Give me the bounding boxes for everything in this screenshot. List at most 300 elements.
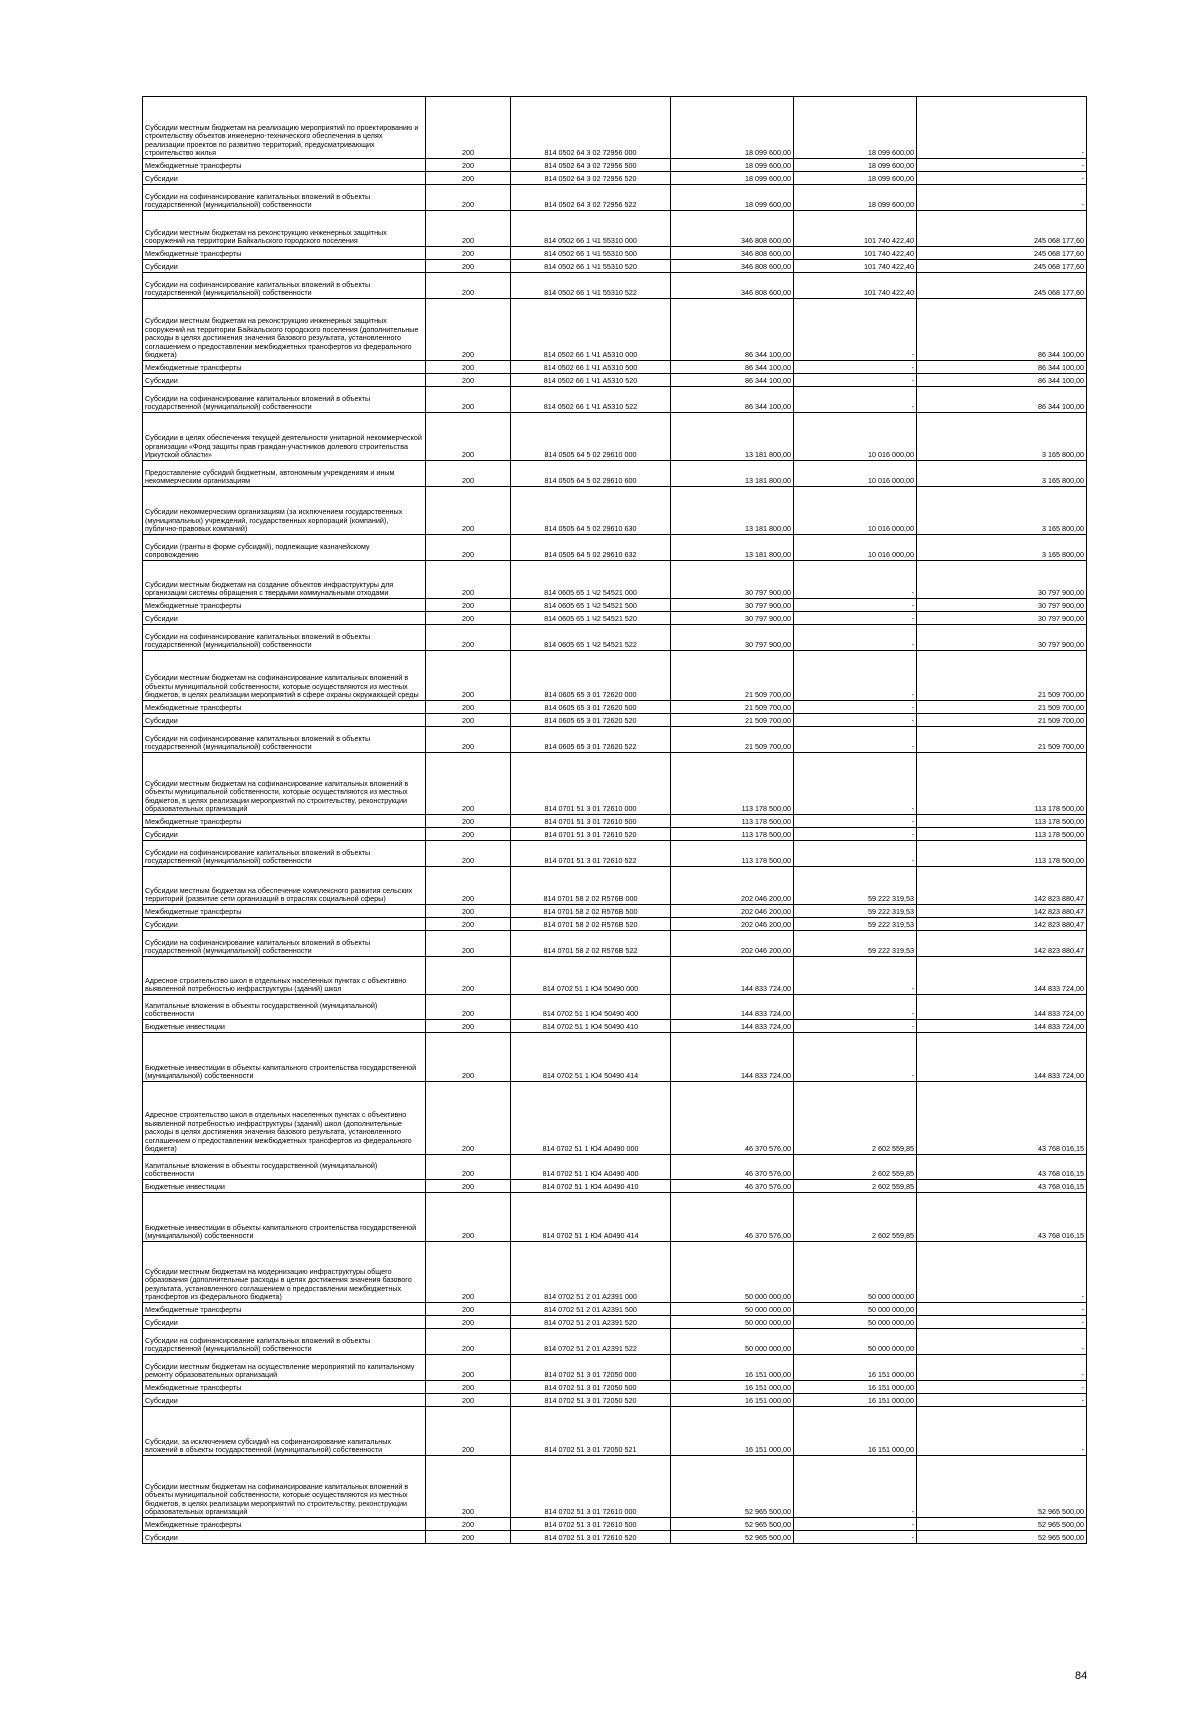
row-name-cell: Субсидии местным бюджетам на софинансирование капитальных вложений в объекты муниципальной собственности, которые осуществляются из местных бюджетов, в целях реализации мероприятий в сфере охраны окружающей среды <box>143 651 426 701</box>
row-kbk-cell: 814 0605 65 1 Ч2 54521 000 <box>511 561 671 599</box>
row-executed-amount-cell: - <box>794 1033 917 1082</box>
row-plan-amount-cell: 346 808 600,00 <box>671 273 794 299</box>
row-code-cell: 200 <box>426 299 511 361</box>
row-plan-amount-cell: 13 181 800,00 <box>671 535 794 561</box>
row-code-cell: 200 <box>426 159 511 172</box>
row-remaining-amount-cell: 3 165 800,00 <box>917 413 1087 461</box>
row-kbk-cell: 814 0702 51 3 01 72610 000 <box>511 1456 671 1518</box>
row-executed-amount-cell: 101 740 422,40 <box>794 247 917 260</box>
row-plan-amount-cell: 21 509 700,00 <box>671 727 794 753</box>
row-name-cell: Субсидии <box>143 828 426 841</box>
row-executed-amount-cell: 16 151 000,00 <box>794 1381 917 1394</box>
row-code-cell: 200 <box>426 387 511 413</box>
row-kbk-cell: 814 0605 65 1 Ч2 54521 520 <box>511 612 671 625</box>
row-executed-amount-cell: - <box>794 387 917 413</box>
row-plan-amount-cell: 13 181 800,00 <box>671 413 794 461</box>
table-row <box>143 753 1087 815</box>
table-row <box>143 461 1087 487</box>
table-row <box>143 1407 1087 1456</box>
row-code-cell: 200 <box>426 701 511 714</box>
row-name-cell: Межбюджетные трансферты <box>143 1381 426 1394</box>
row-code-cell: 200 <box>426 413 511 461</box>
table-row <box>143 1020 1087 1033</box>
row-name-cell: Субсидии на софинансирование капитальных вложений в объекты государственной (муниципальной) собственности <box>143 185 426 211</box>
row-executed-amount-cell: - <box>794 1518 917 1531</box>
row-name-cell: Адресное строительство школ в отдельных населенных пунктах с объективно выявленной потребностью инфраструктуры (зданий) школ (дополнительные расходы в целях достижения значения базового результата, установленного соглашением о предоставлении межбюджетных трансфертов из федерального бюджета) <box>143 1082 426 1155</box>
row-executed-amount-cell: 18 099 600,00 <box>794 159 917 172</box>
row-executed-amount-cell: - <box>794 841 917 867</box>
row-executed-amount-cell: 18 099 600,00 <box>794 185 917 211</box>
row-remaining-amount-cell: 21 509 700,00 <box>917 701 1087 714</box>
row-remaining-amount-cell: - <box>917 1303 1087 1316</box>
row-executed-amount-cell: 101 740 422,40 <box>794 273 917 299</box>
row-code-cell: 200 <box>426 753 511 815</box>
row-name-cell: Межбюджетные трансферты <box>143 247 426 260</box>
row-plan-amount-cell: 30 797 900,00 <box>671 625 794 651</box>
row-executed-amount-cell: 59 222 319,53 <box>794 918 917 931</box>
row-name-cell: Субсидии <box>143 714 426 727</box>
row-code-cell: 200 <box>426 535 511 561</box>
row-plan-amount-cell: 202 046 200,00 <box>671 931 794 957</box>
row-name-cell: Межбюджетные трансферты <box>143 599 426 612</box>
table-row <box>143 374 1087 387</box>
table-row <box>143 1381 1087 1394</box>
row-remaining-amount-cell: 142 823 880,47 <box>917 867 1087 905</box>
row-executed-amount-cell: - <box>794 727 917 753</box>
table-row <box>143 185 1087 211</box>
row-code-cell: 200 <box>426 1303 511 1316</box>
row-plan-amount-cell: 86 344 100,00 <box>671 361 794 374</box>
row-name-cell: Межбюджетные трансферты <box>143 361 426 374</box>
row-plan-amount-cell: 202 046 200,00 <box>671 905 794 918</box>
row-remaining-amount-cell: - <box>917 172 1087 185</box>
row-code-cell: 200 <box>426 374 511 387</box>
row-plan-amount-cell: 52 965 500,00 <box>671 1456 794 1518</box>
row-plan-amount-cell: 50 000 000,00 <box>671 1329 794 1355</box>
row-name-cell: Субсидии местным бюджетам на реконструкцию инженерных защитных сооружений на территории Байкальского городского поселения <box>143 211 426 247</box>
row-plan-amount-cell: 13 181 800,00 <box>671 461 794 487</box>
table-row <box>143 714 1087 727</box>
table-row <box>143 1180 1087 1193</box>
row-kbk-cell: 814 0605 65 3 01 72620 500 <box>511 701 671 714</box>
row-executed-amount-cell: 2 602 559,85 <box>794 1193 917 1242</box>
row-remaining-amount-cell: - <box>917 1242 1087 1303</box>
row-name-cell: Субсидии <box>143 918 426 931</box>
row-plan-amount-cell: 202 046 200,00 <box>671 867 794 905</box>
row-remaining-amount-cell: 52 965 500,00 <box>917 1456 1087 1518</box>
row-name-cell: Капитальные вложения в объекты государственной (муниципальной) собственности <box>143 1155 426 1180</box>
row-plan-amount-cell: 113 178 500,00 <box>671 753 794 815</box>
row-remaining-amount-cell: 113 178 500,00 <box>917 828 1087 841</box>
table-body <box>143 97 1087 1544</box>
table-row <box>143 651 1087 701</box>
row-executed-amount-cell: 2 602 559,85 <box>794 1180 917 1193</box>
row-kbk-cell: 814 0702 51 1 Ю4 50490 000 <box>511 957 671 995</box>
row-kbk-cell: 814 0702 51 1 Ю4 А0490 000 <box>511 1082 671 1155</box>
table-row <box>143 1456 1087 1518</box>
row-remaining-amount-cell: - <box>917 185 1087 211</box>
row-name-cell: Субсидии на софинансирование капитальных вложений в объекты государственной (муниципальной) собственности <box>143 387 426 413</box>
row-remaining-amount-cell: 21 509 700,00 <box>917 714 1087 727</box>
row-remaining-amount-cell: - <box>917 1394 1087 1407</box>
row-executed-amount-cell: 50 000 000,00 <box>794 1329 917 1355</box>
row-executed-amount-cell: - <box>794 1020 917 1033</box>
row-kbk-cell: 814 0702 51 2 01 А2391 522 <box>511 1329 671 1355</box>
row-plan-amount-cell: 46 370 576,00 <box>671 1082 794 1155</box>
row-plan-amount-cell: 346 808 600,00 <box>671 247 794 260</box>
row-kbk-cell: 814 0605 65 3 01 72620 522 <box>511 727 671 753</box>
row-kbk-cell: 814 0605 65 3 01 72620 520 <box>511 714 671 727</box>
table-row <box>143 159 1087 172</box>
row-kbk-cell: 814 0502 64 3 02 72956 522 <box>511 185 671 211</box>
row-code-cell: 200 <box>426 1355 511 1381</box>
row-code-cell: 200 <box>426 651 511 701</box>
row-name-cell: Субсидии <box>143 1316 426 1329</box>
row-kbk-cell: 814 0702 51 1 Ю4 А0490 400 <box>511 1155 671 1180</box>
row-code-cell: 200 <box>426 361 511 374</box>
row-code-cell: 200 <box>426 599 511 612</box>
row-executed-amount-cell: - <box>794 299 917 361</box>
row-name-cell: Субсидии <box>143 1394 426 1407</box>
row-executed-amount-cell: 101 740 422,40 <box>794 260 917 273</box>
row-code-cell: 200 <box>426 97 511 159</box>
row-plan-amount-cell: 50 000 000,00 <box>671 1303 794 1316</box>
row-executed-amount-cell: 18 099 600,00 <box>794 172 917 185</box>
table-row <box>143 561 1087 599</box>
row-plan-amount-cell: 18 099 600,00 <box>671 185 794 211</box>
row-executed-amount-cell: 50 000 000,00 <box>794 1303 917 1316</box>
row-name-cell: Субсидии местным бюджетам на модернизацию инфраструктуры общего образования (дополнительные расходы в целях достижения значения базового результата, установленного соглашением о предоставлении межбюджетных трансфертов из федерального бюджета) <box>143 1242 426 1303</box>
row-remaining-amount-cell: 52 965 500,00 <box>917 1518 1087 1531</box>
table-row <box>143 1082 1087 1155</box>
row-kbk-cell: 814 0702 51 3 01 72050 500 <box>511 1381 671 1394</box>
row-remaining-amount-cell: 144 833 724,00 <box>917 1020 1087 1033</box>
row-name-cell: Субсидии местным бюджетам на реализацию мероприятий по проектированию и строительству объектов инженерно-технического обеспечения в целях реализации проектов по развитию территорий, предусматривающих строительство жилья <box>143 97 426 159</box>
row-kbk-cell: 814 0605 65 1 Ч2 54521 500 <box>511 599 671 612</box>
row-plan-amount-cell: 30 797 900,00 <box>671 612 794 625</box>
row-executed-amount-cell: 10 016 000,00 <box>794 413 917 461</box>
row-plan-amount-cell: 30 797 900,00 <box>671 561 794 599</box>
row-executed-amount-cell: - <box>794 828 917 841</box>
budget-table-page <box>142 96 1086 1544</box>
row-code-cell: 200 <box>426 247 511 260</box>
row-name-cell: Субсидии на софинансирование капитальных вложений в объекты государственной (муниципальной) собственности <box>143 625 426 651</box>
row-kbk-cell: 814 0701 58 2 02 R576B 520 <box>511 918 671 931</box>
row-kbk-cell: 814 0701 51 3 01 72610 522 <box>511 841 671 867</box>
row-kbk-cell: 814 0702 51 3 01 72050 000 <box>511 1355 671 1381</box>
row-name-cell: Бюджетные инвестиции <box>143 1020 426 1033</box>
row-code-cell: 200 <box>426 1456 511 1518</box>
table-row <box>143 815 1087 828</box>
row-executed-amount-cell: - <box>794 1456 917 1518</box>
row-executed-amount-cell: 59 222 319,53 <box>794 931 917 957</box>
row-executed-amount-cell: - <box>794 374 917 387</box>
row-remaining-amount-cell: 245 068 177,60 <box>917 273 1087 299</box>
table-row <box>143 487 1087 535</box>
table-row <box>143 727 1087 753</box>
row-remaining-amount-cell: 142 823 880,47 <box>917 918 1087 931</box>
row-kbk-cell: 814 0505 64 5 02 29610 632 <box>511 535 671 561</box>
row-executed-amount-cell: 18 099 600,00 <box>794 97 917 159</box>
table-row <box>143 841 1087 867</box>
table-row <box>143 931 1087 957</box>
row-plan-amount-cell: 86 344 100,00 <box>671 387 794 413</box>
row-code-cell: 200 <box>426 1033 511 1082</box>
row-plan-amount-cell: 16 151 000,00 <box>671 1394 794 1407</box>
row-plan-amount-cell: 346 808 600,00 <box>671 260 794 273</box>
row-name-cell: Межбюджетные трансферты <box>143 1303 426 1316</box>
row-code-cell: 200 <box>426 1193 511 1242</box>
row-plan-amount-cell: 16 151 000,00 <box>671 1381 794 1394</box>
row-remaining-amount-cell: 30 797 900,00 <box>917 625 1087 651</box>
row-code-cell: 200 <box>426 461 511 487</box>
row-executed-amount-cell: 2 602 559,85 <box>794 1082 917 1155</box>
row-remaining-amount-cell: - <box>917 159 1087 172</box>
row-plan-amount-cell: 18 099 600,00 <box>671 159 794 172</box>
row-executed-amount-cell: 50 000 000,00 <box>794 1316 917 1329</box>
row-name-cell: Субсидии <box>143 374 426 387</box>
row-executed-amount-cell: - <box>794 561 917 599</box>
table-row <box>143 1033 1087 1082</box>
row-kbk-cell: 814 0502 66 1 Ч1 А5310 520 <box>511 374 671 387</box>
row-executed-amount-cell: - <box>794 625 917 651</box>
row-name-cell: Субсидии (гранты в форме субсидий), подлежащие казначейскому сопровождению <box>143 535 426 561</box>
table-row <box>143 1329 1087 1355</box>
row-code-cell: 200 <box>426 918 511 931</box>
row-name-cell: Субсидии на софинансирование капитальных вложений в объекты государственной (муниципальной) собственности <box>143 727 426 753</box>
row-remaining-amount-cell: 52 965 500,00 <box>917 1531 1087 1544</box>
row-remaining-amount-cell: 142 823 880,47 <box>917 905 1087 918</box>
row-remaining-amount-cell: 3 165 800,00 <box>917 487 1087 535</box>
table-row <box>143 905 1087 918</box>
row-code-cell: 200 <box>426 487 511 535</box>
table-row <box>143 1242 1087 1303</box>
row-remaining-amount-cell: - <box>917 1355 1087 1381</box>
row-kbk-cell: 814 0702 51 1 Ю4 50490 400 <box>511 995 671 1020</box>
row-remaining-amount-cell: 142 823 880,47 <box>917 931 1087 957</box>
row-remaining-amount-cell: 144 833 724,00 <box>917 995 1087 1020</box>
row-kbk-cell: 814 0702 51 2 01 А2391 000 <box>511 1242 671 1303</box>
row-name-cell: Субсидии местным бюджетам на осуществление мероприятий по капитальному ремонту образовательных организаций <box>143 1355 426 1381</box>
row-plan-amount-cell: 86 344 100,00 <box>671 299 794 361</box>
row-kbk-cell: 814 0502 66 1 Ч1 55310 000 <box>511 211 671 247</box>
row-code-cell: 200 <box>426 625 511 651</box>
row-name-cell: Предоставление субсидий бюджетным, автономным учреждениям и иным некоммерческим организациям <box>143 461 426 487</box>
table-row <box>143 1531 1087 1544</box>
row-executed-amount-cell: 16 151 000,00 <box>794 1355 917 1381</box>
row-code-cell: 200 <box>426 727 511 753</box>
row-code-cell: 200 <box>426 1316 511 1329</box>
row-executed-amount-cell: - <box>794 651 917 701</box>
row-code-cell: 200 <box>426 273 511 299</box>
row-kbk-cell: 814 0502 66 1 Ч1 55310 522 <box>511 273 671 299</box>
row-code-cell: 200 <box>426 1155 511 1180</box>
row-code-cell: 200 <box>426 1531 511 1544</box>
row-remaining-amount-cell: 113 178 500,00 <box>917 815 1087 828</box>
row-name-cell: Субсидии местным бюджетам на софинансирование капитальных вложений в объекты муниципальной собственности, которые осуществляются из местных бюджетов, в целях реализации мероприятий по строительству, реконструкции образовательных организаций <box>143 753 426 815</box>
row-executed-amount-cell: 10 016 000,00 <box>794 487 917 535</box>
row-kbk-cell: 814 0702 51 1 Ю4 А0490 414 <box>511 1193 671 1242</box>
table-row <box>143 1518 1087 1531</box>
row-kbk-cell: 814 0505 64 5 02 29610 600 <box>511 461 671 487</box>
row-name-cell: Субсидии местным бюджетам на обеспечение комплексного развития сельских территорий (развитие сети организаций в отраслях социальной сферы) <box>143 867 426 905</box>
row-code-cell: 200 <box>426 995 511 1020</box>
row-name-cell: Межбюджетные трансферты <box>143 159 426 172</box>
row-plan-amount-cell: 13 181 800,00 <box>671 487 794 535</box>
row-kbk-cell: 814 0605 65 3 01 72620 000 <box>511 651 671 701</box>
row-name-cell: Межбюджетные трансферты <box>143 701 426 714</box>
row-plan-amount-cell: 21 509 700,00 <box>671 714 794 727</box>
row-name-cell: Субсидии <box>143 612 426 625</box>
row-executed-amount-cell: 16 151 000,00 <box>794 1407 917 1456</box>
row-code-cell: 200 <box>426 211 511 247</box>
row-name-cell: Субсидии на софинансирование капитальных вложений в объекты государственной (муниципальной) собственности <box>143 841 426 867</box>
row-plan-amount-cell: 113 178 500,00 <box>671 815 794 828</box>
table-row <box>143 97 1087 159</box>
row-code-cell: 200 <box>426 1082 511 1155</box>
table-row <box>143 612 1087 625</box>
row-name-cell: Субсидии <box>143 260 426 273</box>
row-executed-amount-cell: - <box>794 1531 917 1544</box>
row-plan-amount-cell: 113 178 500,00 <box>671 841 794 867</box>
row-kbk-cell: 814 0502 66 1 Ч1 А5310 522 <box>511 387 671 413</box>
table-row <box>143 1155 1087 1180</box>
row-name-cell: Субсидии некоммерческим организациям (за исключением государственных (муниципальных) учреждений, государственных корпораций (компаний), публично-правовых компаний) <box>143 487 426 535</box>
row-remaining-amount-cell: 43 768 016,15 <box>917 1180 1087 1193</box>
budget-execution-table <box>142 96 1087 1544</box>
row-kbk-cell: 814 0702 51 1 Ю4 А0490 410 <box>511 1180 671 1193</box>
row-executed-amount-cell: - <box>794 361 917 374</box>
table-row <box>143 299 1087 361</box>
row-kbk-cell: 814 0702 51 3 01 72610 500 <box>511 1518 671 1531</box>
row-executed-amount-cell: 50 000 000,00 <box>794 1242 917 1303</box>
row-plan-amount-cell: 144 833 724,00 <box>671 1020 794 1033</box>
table-row <box>143 625 1087 651</box>
row-name-cell: Субсидии местным бюджетам на софинансирование капитальных вложений в объекты муниципальной собственности, которые осуществляются из местных бюджетов, в целях реализации мероприятий по строительству, реконструкции образовательных организаций <box>143 1456 426 1518</box>
row-kbk-cell: 814 0502 64 3 02 72956 000 <box>511 97 671 159</box>
table-row <box>143 599 1087 612</box>
table-row <box>143 995 1087 1020</box>
row-name-cell: Бюджетные инвестиции в объекты капитального строительства государственной (муниципальной) собственности <box>143 1033 426 1082</box>
row-code-cell: 200 <box>426 841 511 867</box>
row-remaining-amount-cell: 30 797 900,00 <box>917 561 1087 599</box>
row-plan-amount-cell: 21 509 700,00 <box>671 701 794 714</box>
row-plan-amount-cell: 16 151 000,00 <box>671 1355 794 1381</box>
row-remaining-amount-cell: 86 344 100,00 <box>917 299 1087 361</box>
row-code-cell: 200 <box>426 1329 511 1355</box>
row-kbk-cell: 814 0702 51 3 01 72050 520 <box>511 1394 671 1407</box>
table-row <box>143 273 1087 299</box>
row-executed-amount-cell: 10 016 000,00 <box>794 535 917 561</box>
row-name-cell: Межбюджетные трансферты <box>143 815 426 828</box>
row-remaining-amount-cell: 21 509 700,00 <box>917 651 1087 701</box>
row-executed-amount-cell: - <box>794 714 917 727</box>
row-plan-amount-cell: 16 151 000,00 <box>671 1407 794 1456</box>
row-code-cell: 200 <box>426 1020 511 1033</box>
row-kbk-cell: 814 0605 65 1 Ч2 54521 522 <box>511 625 671 651</box>
row-code-cell: 200 <box>426 1518 511 1531</box>
table-row <box>143 867 1087 905</box>
row-plan-amount-cell: 30 797 900,00 <box>671 599 794 612</box>
row-code-cell: 200 <box>426 1407 511 1456</box>
table-row <box>143 701 1087 714</box>
table-row <box>143 361 1087 374</box>
row-code-cell: 200 <box>426 260 511 273</box>
row-remaining-amount-cell: 30 797 900,00 <box>917 599 1087 612</box>
row-remaining-amount-cell: 21 509 700,00 <box>917 727 1087 753</box>
row-remaining-amount-cell: - <box>917 1316 1087 1329</box>
row-kbk-cell: 814 0701 51 3 01 72610 000 <box>511 753 671 815</box>
table-row <box>143 387 1087 413</box>
row-name-cell: Субсидии на софинансирование капитальных вложений в объекты государственной (муниципальной) собственности <box>143 273 426 299</box>
table-row <box>143 918 1087 931</box>
row-code-cell: 200 <box>426 561 511 599</box>
row-remaining-amount-cell: 144 833 724,00 <box>917 1033 1087 1082</box>
row-executed-amount-cell: - <box>794 701 917 714</box>
row-plan-amount-cell: 50 000 000,00 <box>671 1242 794 1303</box>
table-row <box>143 260 1087 273</box>
row-executed-amount-cell: 16 151 000,00 <box>794 1394 917 1407</box>
row-kbk-cell: 814 0702 51 1 Ю4 50490 414 <box>511 1033 671 1082</box>
row-remaining-amount-cell: 245 068 177,60 <box>917 247 1087 260</box>
row-name-cell: Субсидии местным бюджетам на создание объектов инфраструктуры для организации системы обращения с твердыми коммунальными отходами <box>143 561 426 599</box>
row-kbk-cell: 814 0701 58 2 02 R576B 000 <box>511 867 671 905</box>
row-plan-amount-cell: 21 509 700,00 <box>671 651 794 701</box>
row-remaining-amount-cell: - <box>917 97 1087 159</box>
row-remaining-amount-cell: 245 068 177,60 <box>917 260 1087 273</box>
row-executed-amount-cell: - <box>794 612 917 625</box>
row-name-cell: Капитальные вложения в объекты государственной (муниципальной) собственности <box>143 995 426 1020</box>
row-kbk-cell: 814 0505 64 5 02 29610 630 <box>511 487 671 535</box>
row-remaining-amount-cell: 86 344 100,00 <box>917 374 1087 387</box>
row-plan-amount-cell: 144 833 724,00 <box>671 1033 794 1082</box>
row-kbk-cell: 814 0701 51 3 01 72610 500 <box>511 815 671 828</box>
row-name-cell: Субсидии <box>143 1531 426 1544</box>
row-plan-amount-cell: 52 965 500,00 <box>671 1518 794 1531</box>
row-kbk-cell: 814 0502 64 3 02 72956 500 <box>511 159 671 172</box>
table-row <box>143 1316 1087 1329</box>
row-executed-amount-cell: 2 602 559,85 <box>794 1155 917 1180</box>
row-code-cell: 200 <box>426 714 511 727</box>
row-code-cell: 200 <box>426 1381 511 1394</box>
row-name-cell: Субсидии, за исключением субсидий на софинансирование капитальных вложений в объекты государственной (муниципальной) собственности <box>143 1407 426 1456</box>
table-row <box>143 1355 1087 1381</box>
row-plan-amount-cell: 18 099 600,00 <box>671 97 794 159</box>
table-row <box>143 211 1087 247</box>
row-kbk-cell: 814 0502 66 1 Ч1 А5310 500 <box>511 361 671 374</box>
row-remaining-amount-cell: 86 344 100,00 <box>917 387 1087 413</box>
row-remaining-amount-cell: 43 768 016,15 <box>917 1082 1087 1155</box>
row-kbk-cell: 814 0702 51 1 Ю4 50490 410 <box>511 1020 671 1033</box>
row-code-cell: 200 <box>426 828 511 841</box>
row-kbk-cell: 814 0702 51 2 01 А2391 500 <box>511 1303 671 1316</box>
table-row <box>143 535 1087 561</box>
row-code-cell: 200 <box>426 931 511 957</box>
table-row <box>143 1303 1087 1316</box>
row-remaining-amount-cell: 113 178 500,00 <box>917 841 1087 867</box>
row-kbk-cell: 814 0702 51 3 01 72610 520 <box>511 1531 671 1544</box>
row-executed-amount-cell: - <box>794 957 917 995</box>
row-executed-amount-cell: 59 222 319,53 <box>794 867 917 905</box>
row-code-cell: 200 <box>426 867 511 905</box>
row-plan-amount-cell: 346 808 600,00 <box>671 211 794 247</box>
table-row <box>143 172 1087 185</box>
row-executed-amount-cell: - <box>794 815 917 828</box>
table-row <box>143 828 1087 841</box>
row-code-cell: 200 <box>426 815 511 828</box>
row-plan-amount-cell: 46 370 576,00 <box>671 1193 794 1242</box>
row-kbk-cell: 814 0502 66 1 Ч1 А5310 000 <box>511 299 671 361</box>
